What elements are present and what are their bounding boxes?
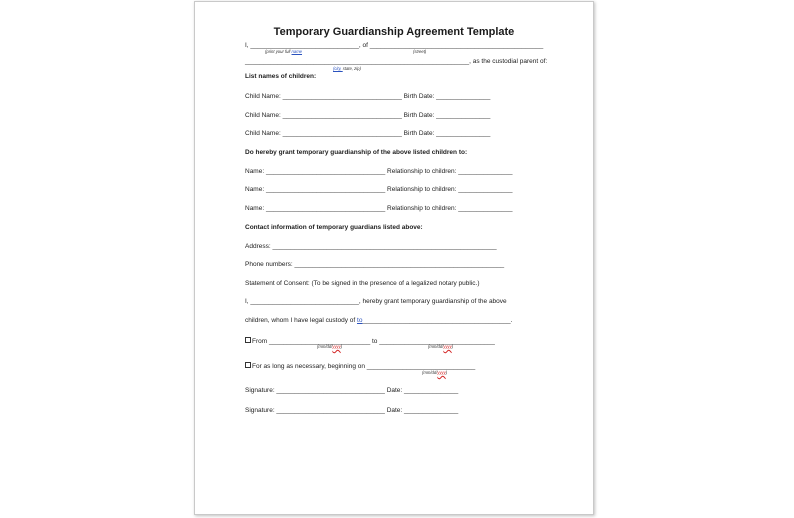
to-link[interactable]: to [357, 317, 363, 324]
phone-line: Phone numbers: __________________________________________________________ [245, 261, 505, 268]
children-heading: List names of children: [245, 73, 317, 80]
begin-date-hint: (mm/dd/yyyy) [422, 370, 448, 375]
checkbox-icon[interactable] [245, 362, 251, 368]
name-link[interactable]: name [291, 49, 303, 54]
child-name-line: Child Name: _________________________________ Birth Date: _______________ [245, 112, 491, 119]
contact-heading: Contact information of temporary guardians listed above: [245, 224, 423, 231]
as-long-as-necessary-line: For as long as necessary, beginning on ______________________________ [245, 362, 475, 371]
street-hint: (street) [413, 49, 427, 54]
city-state-zip-hint: (city, state, zip) [333, 66, 361, 71]
child-name-line: Child Name: _________________________________ Birth Date: _______________ [245, 93, 491, 100]
grant-heading: Do hereby grant temporary guardianship of the above listed children to: [245, 149, 468, 156]
grant-statement-line: I, ______________________________, hereby grant temporary guardianship of the above [245, 298, 507, 305]
consent-statement: Statement of Consent: (To be signed in the presence of a legalized notary public.) [245, 280, 480, 287]
signature-line: Signature: ______________________________ Date: _______________ [245, 387, 459, 394]
checkbox-icon[interactable] [245, 337, 251, 343]
document-title: Temporary Guardianship Agreement Template [273, 26, 515, 38]
guardian-name-line: Name: _________________________________ Relationship to children: _______________ [245, 186, 513, 193]
guardian-name-line: Name: _________________________________ Relationship to children: _______________ [245, 205, 513, 212]
document-page [194, 1, 594, 515]
to-date-hint: (mm/dd/yyyy) [428, 344, 454, 349]
from-date-line: From ____________________________ to ________________________________ [245, 337, 495, 346]
print-name-hint: (print your full name [265, 49, 303, 54]
signature-line: Signature: ______________________________ Date: _______________ [245, 407, 459, 414]
custodial-parent-line: ______________________________________________________________, as the custodial parent of: [245, 58, 548, 65]
parent-name-line: I, ______________________________, of ________________________________________________ [245, 42, 544, 49]
from-date-hint: (mm/dd/yyyy) [317, 344, 343, 349]
child-name-line: Child Name: _________________________________ Birth Date: _______________ [245, 130, 491, 137]
address-line: Address: ______________________________________________________________ [245, 243, 497, 250]
custody-line: children, whom I have legal custody of to_________________________________________. [245, 317, 513, 324]
guardian-name-line: Name: _________________________________ Relationship to children: _______________ [245, 168, 513, 175]
